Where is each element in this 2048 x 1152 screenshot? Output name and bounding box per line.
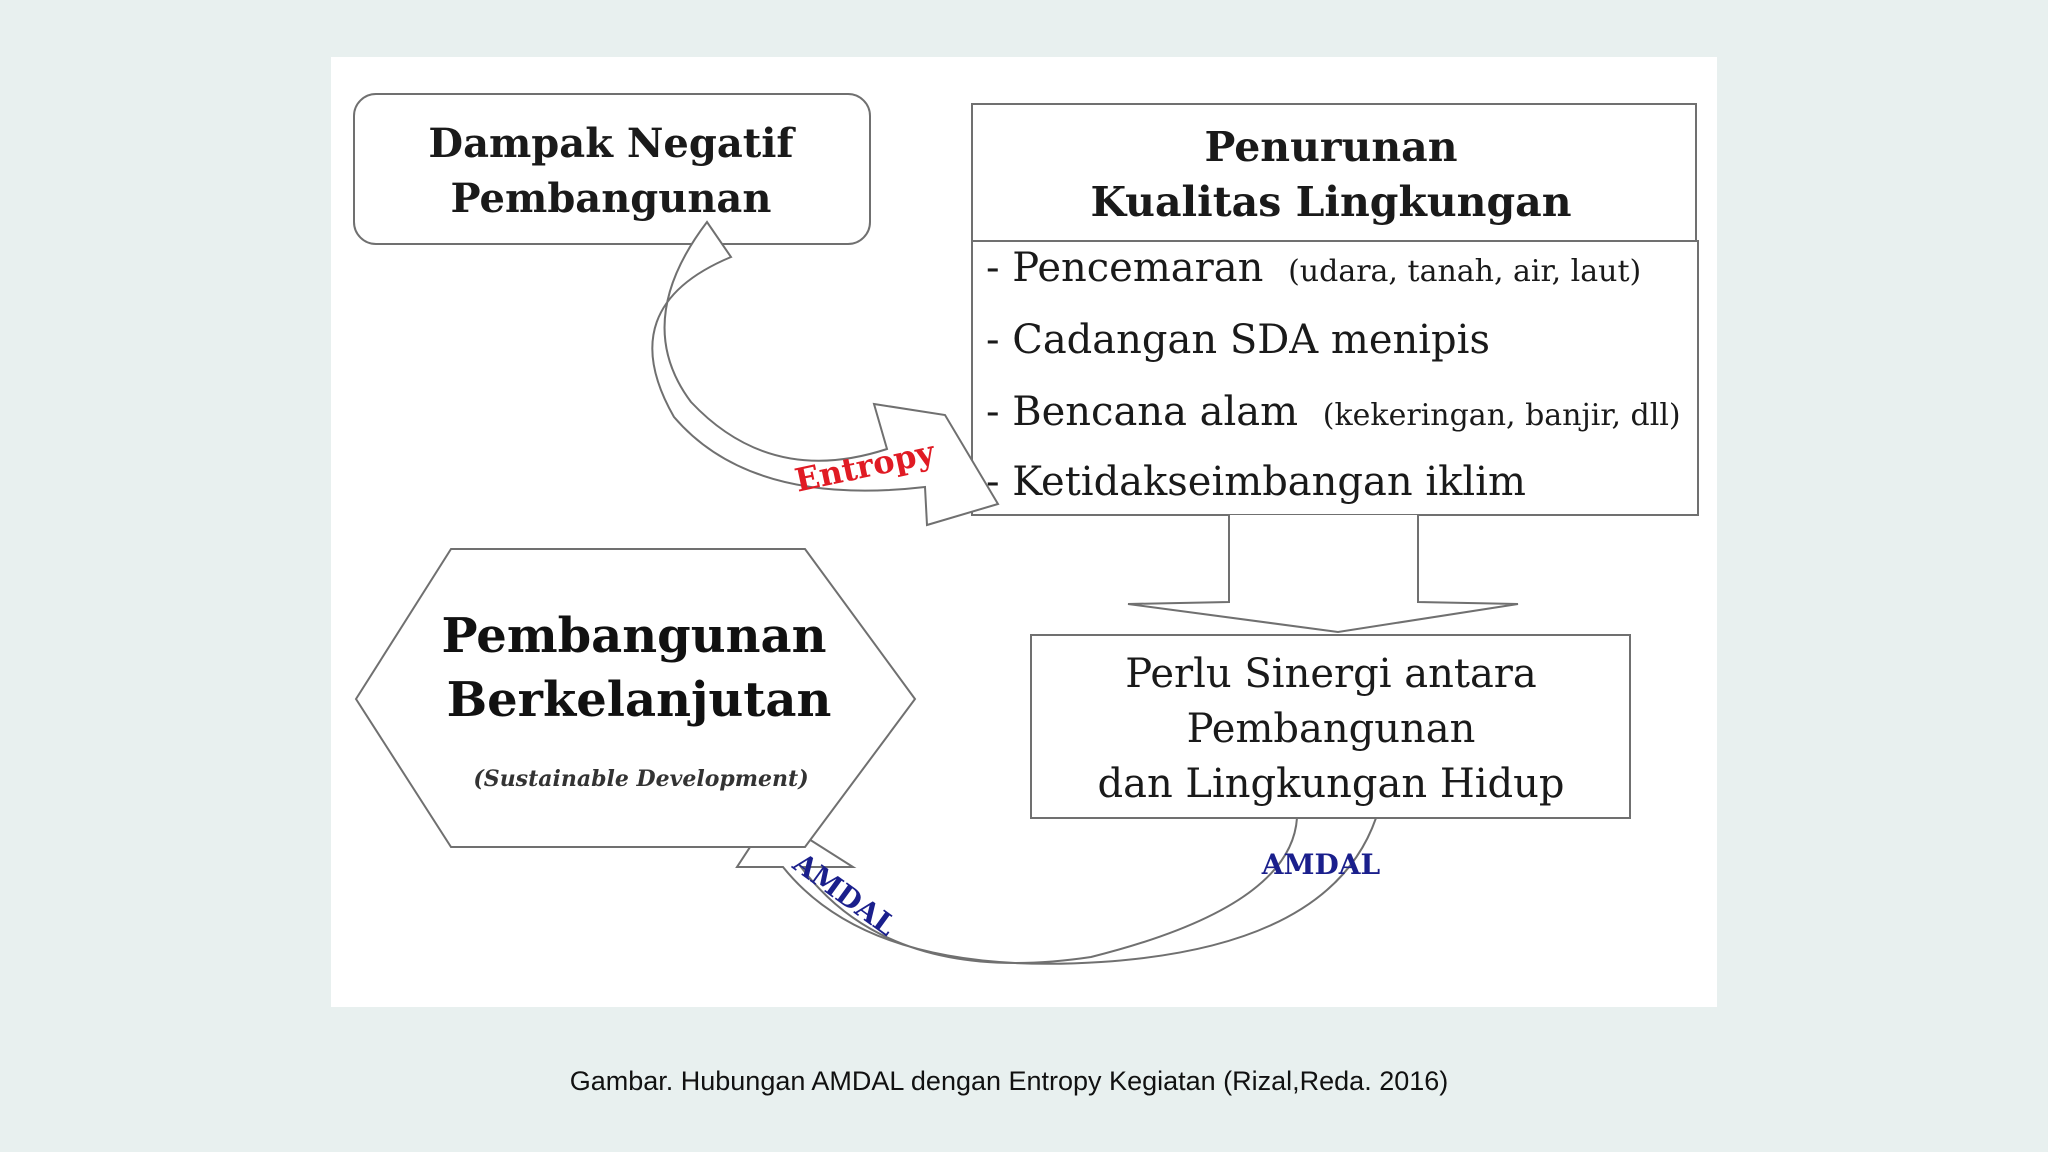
berkelanjutan-subtitle: (Sustainable Development) [473,766,809,792]
penurunan-title-2: Kualitas Lingkungan [1090,178,1572,226]
entropy-label: Entropy [791,432,938,500]
penurunan-item-4 [986,459,1526,505]
dampak-line-2: Pembangunan [450,175,772,222]
item-3-note: (kekeringan, banjir, dll) [1322,398,1681,433]
amdal-entropy-diagram [331,57,1717,1007]
berkelanjutan-line-1: Pembangunan [441,608,827,664]
dampak-line-1: Dampak Negatif [428,120,794,167]
item-3-main: - Bencana alam [986,389,1299,435]
down-block-arrow [1128,515,1518,632]
penurunan-title-1: Penurunan [1204,123,1458,171]
item-2-main: - Cadangan SDA menipis [986,317,1490,363]
amdal-label-left: AMDAL [786,846,903,943]
berkelanjutan-line-2: Berkelanjutan [446,672,832,728]
penurunan-item-2 [986,317,1490,363]
item-1-main: - Pencemaran [986,245,1264,291]
item-1-note: (udara, tanah, air, laut) [1288,254,1642,289]
figure-caption: Gambar. Hubungan AMDAL dengan Entropy Kegiatan (Rizal,Reda. 2016) [569,1066,1449,1096]
item-4-main: - Ketidakseimbangan iklim [986,459,1526,505]
sinergi-line-1: Perlu Sinergi antara [1125,651,1537,697]
figure-panel [331,57,1717,1007]
sinergi-line-2: Pembangunan [1186,706,1476,752]
sinergi-line-3: dan Lingkungan Hidup [1097,761,1565,807]
amdal-label-right: AMDAL [1261,848,1381,881]
